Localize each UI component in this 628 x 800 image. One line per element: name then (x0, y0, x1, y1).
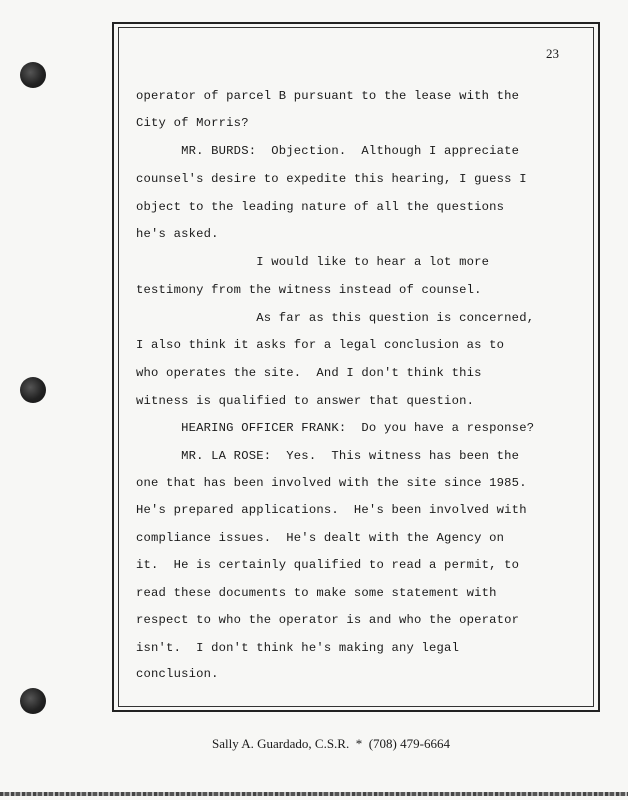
transcript-line: MR. BURDS: Objection. Although I appreciate (136, 144, 520, 158)
transcript-line: it. He is certainly qualified to read a permit, to (136, 558, 520, 572)
transcript-line: operator of parcel B pursuant to the lease with the (136, 89, 520, 103)
transcript-line: one that has been involved with the site since 1985. (136, 476, 527, 490)
scan-edge (0, 792, 628, 796)
binder-hole-middle (20, 377, 46, 403)
transcript-line: I also think it asks for a legal conclusion as to (136, 338, 505, 352)
transcript-line: HEARING OFFICER FRANK: Do you have a response? (136, 421, 535, 435)
transcript-line: I would like to hear a lot more (136, 255, 490, 269)
transcript-line: witness is qualified to answer that question. (136, 394, 475, 408)
transcript-line: He's prepared applications. He's been involved with (136, 503, 527, 517)
transcript-line: As far as this question is concerned, (136, 311, 535, 325)
transcript-line: City of Morris? (136, 116, 249, 130)
transcript-line: counsel's desire to expedite this hearing, I guess I (136, 172, 527, 186)
transcript-line: object to the leading nature of all the questions (136, 200, 505, 214)
transcript-line: MR. LA ROSE: Yes. This witness has been the (136, 449, 520, 463)
transcript-line: he's asked. (136, 227, 219, 241)
binder-hole-top (20, 62, 46, 88)
transcript-line: who operates the site. And I don't think this (136, 366, 482, 380)
transcript-line: testimony from the witness instead of counsel. (136, 283, 482, 297)
transcript-line: respect to who the operator is and who the operator (136, 613, 520, 627)
transcript-line: compliance issues. He's dealt with the Agency on (136, 531, 505, 545)
transcript-line: conclusion. (136, 667, 219, 681)
binder-hole-bottom (20, 688, 46, 714)
page-number: 23 (546, 46, 559, 61)
reporter-footer: Sally A. Guardado, C.S.R. * (708) 479-6664 (212, 736, 450, 751)
transcript-line: read these documents to make some statement with (136, 586, 497, 600)
transcript-line: isn't. I don't think he's making any legal (136, 641, 460, 655)
